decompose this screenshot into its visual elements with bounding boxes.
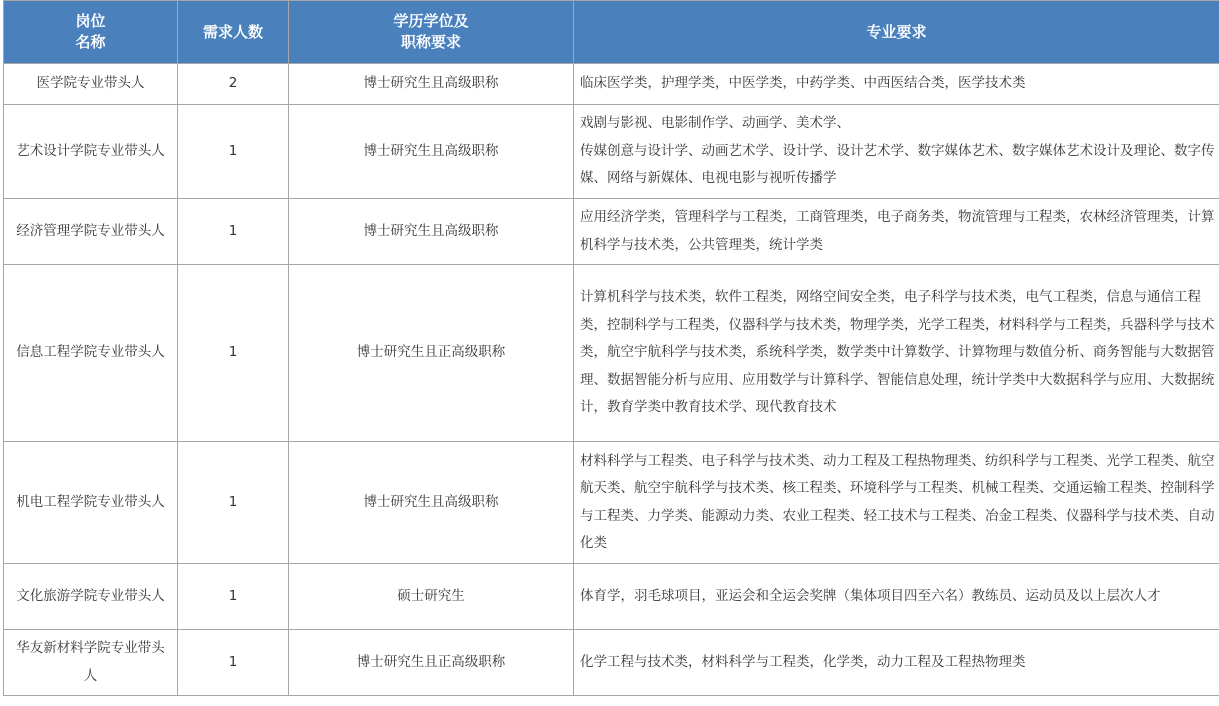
table-body	[4, 64, 1219, 696]
table-row	[4, 199, 1219, 265]
cell-education: 博士研究生且高级职称	[289, 105, 574, 199]
major-text-line1: 戏剧与影视、电影制作学、动画学、美术学、	[580, 115, 850, 132]
header-count	[178, 1, 289, 64]
cell-major	[574, 630, 1219, 696]
major-text: 计算机科学与技术类，软件工程类，网络空间安全类，电子科学与技术类，电气工程类，信息与通信工程类，控制科学与工程类，仪器科学与技术类，物理学类，光学工程类，材料科学与工程类，兵器科学与技术类，航空宇航科学与技术类，系统科学类，数学类中计算数学、计算物理与数值分析、商务智能与大数据管理、数据智能分析与应用、应用数学与计算科学、智能信息处理，统计学类中大数据科学与应用、大数据统计，教育学类中教育技术学、现代教育技术	[580, 289, 1215, 416]
cell-major	[574, 265, 1219, 442]
cell-education: 博士研究生且高级职称	[289, 199, 574, 265]
header-education-line2: 职称要求	[400, 33, 461, 51]
header-position-line2: 名称	[75, 33, 106, 51]
recruitment-table	[3, 0, 1219, 696]
cell-count: 1	[178, 105, 289, 199]
cell-position: 经济管理学院专业带头人	[4, 199, 178, 265]
cell-education: 博士研究生且正高级职称	[289, 630, 574, 696]
cell-position: 文化旅游学院专业带头人	[4, 564, 178, 630]
header-major	[574, 1, 1219, 64]
table-row	[4, 564, 1219, 630]
table-row	[4, 442, 1219, 564]
major-text: 临床医学类，护理学类，中医学类，中药学类、中西医结合类，医学技术类	[580, 75, 1026, 92]
cell-count: 1	[178, 442, 289, 564]
major-text-line2: 传媒创意与设计学、动画艺术学、设计学、设计艺术学、数字媒体艺术、数字媒体艺术设计及理论、数字传媒、网络与新媒体、电视电影与视听传播学	[580, 142, 1215, 187]
table-header	[4, 1, 1219, 64]
cell-count: 1	[178, 564, 289, 630]
major-text: 化学工程与技术类，材料科学与工程类，化学类，动力工程及工程热物理类	[580, 653, 1026, 670]
major-text: 材料科学与工程类、电子科学与技术类、动力工程及工程热物理类、纺织科学与工程类、光学工程类、航空航天类、航空宇航科学与技术类、核工程类、环境科学与工程类、机械工程类、交通运输工程类、控制科学与工程类、力学类、能源动力类、农业工程类、轻工技术与工程类、冶金工程类、仪器科学与技术类、自动化类	[580, 452, 1215, 551]
header-count-label: 需求人数	[202, 22, 263, 41]
cell-major	[574, 564, 1219, 630]
cell-count: 2	[178, 64, 289, 105]
table-row	[4, 630, 1219, 696]
header-major-label: 专业要求	[866, 22, 927, 41]
cell-position: 机电工程学院专业带头人	[4, 442, 178, 564]
cell-position: 华友新材料学院专业带头人	[4, 630, 178, 696]
cell-education: 博士研究生且正高级职称	[289, 265, 574, 442]
table-row	[4, 265, 1219, 442]
cell-major	[574, 64, 1219, 105]
cell-major	[574, 105, 1219, 199]
cell-education: 博士研究生且高级职称	[289, 442, 574, 564]
cell-position: 医学院专业带头人	[4, 64, 178, 105]
cell-count: 1	[178, 199, 289, 265]
header-position	[4, 1, 178, 64]
header-education-line1: 学历学位及	[393, 12, 469, 30]
cell-major	[574, 199, 1219, 265]
cell-education: 硕士研究生	[289, 564, 574, 630]
cell-count: 1	[178, 265, 289, 442]
header-row	[4, 1, 1219, 64]
cell-major	[574, 442, 1219, 564]
cell-count: 1	[178, 630, 289, 696]
table-row	[4, 105, 1219, 199]
cell-education: 博士研究生且高级职称	[289, 64, 574, 105]
major-text: 应用经济学类，管理科学与工程类，工商管理类，电子商务类，物流管理与工程类，农林经济管理类，计算机科学与技术类，公共管理类，统计学类	[580, 209, 1215, 253]
header-position-line1: 岗位	[75, 12, 106, 30]
cell-position: 信息工程学院专业带头人	[4, 265, 178, 442]
cell-position: 艺术设计学院专业带头人	[4, 105, 178, 199]
header-education	[289, 1, 574, 64]
major-text: 体育学，羽毛球项目，亚运会和全运会奖牌（集体项目四至六名）教练员、运动员及以上层次人才	[580, 587, 1161, 604]
table-row	[4, 64, 1219, 105]
